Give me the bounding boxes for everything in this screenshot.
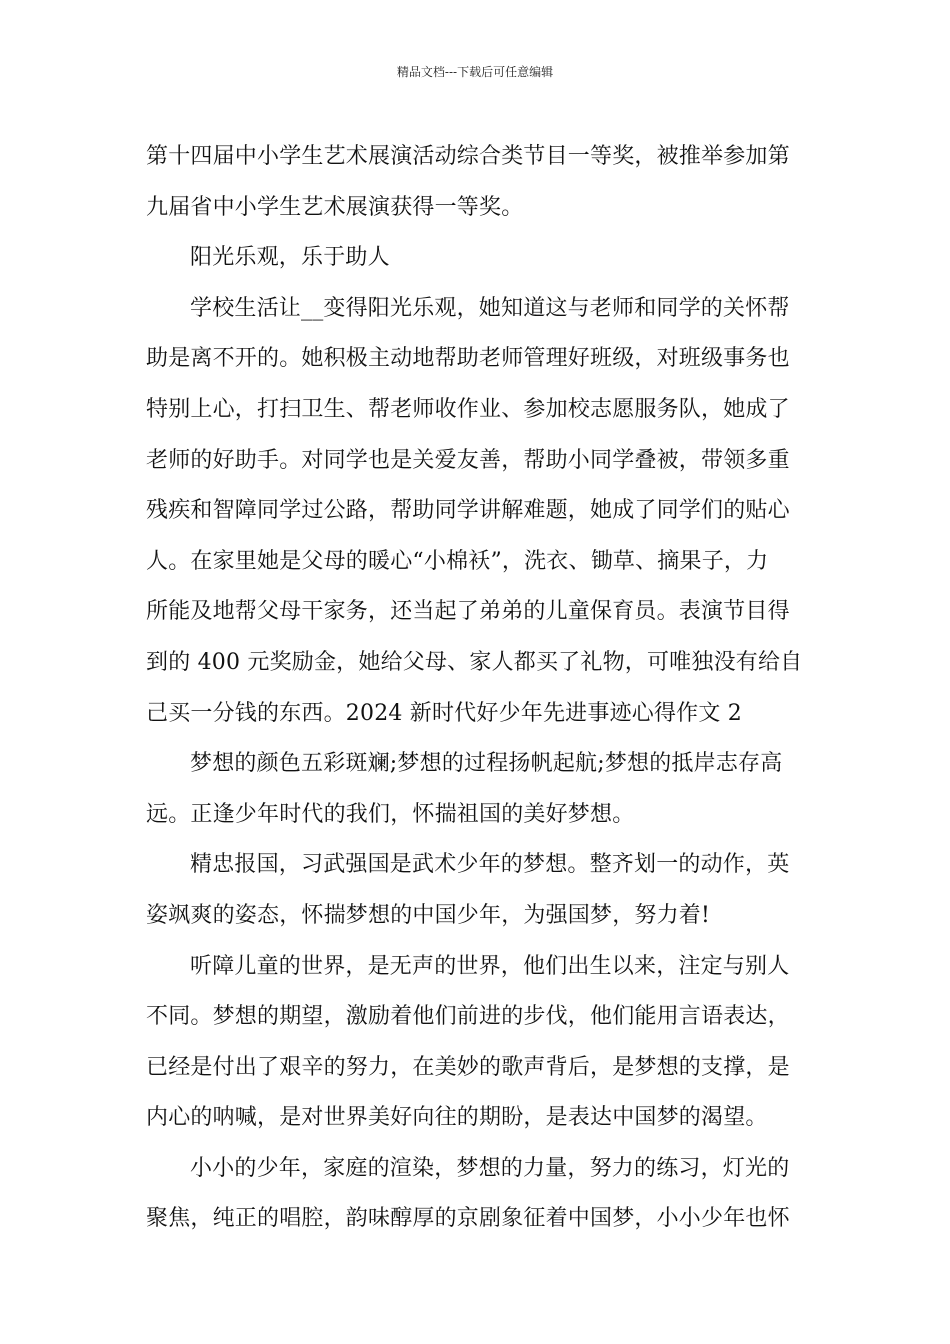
- text-line: 远。正逢少年时代的我们，怀揣祖国的美好梦想。: [146, 801, 635, 827]
- text-line: 老师的好助手。对同学也是关爱友善，帮助小同学叠被，带领多重: [146, 447, 790, 473]
- text-line: 学校生活让__变得阳光乐观，她知道这与老师和同学的关怀帮: [190, 295, 790, 321]
- text-line: 梦想的颜色五彩斑斓;梦想的过程扬帆起航;梦想的抵岸志存高: [190, 751, 783, 777]
- text-line: 九届省中小学生艺术展演获得一等奖。: [146, 194, 524, 220]
- page-header: 精品文档---下载后可任意编辑: [396, 65, 554, 79]
- text-line: 已经是付出了艰辛的努力，在美妙的歌声背后，是梦想的支撑，是: [146, 1054, 790, 1080]
- text-line: 特别上心，打扫卫生、帮老师收作业、参加校志愿服务队，她成了: [146, 396, 790, 422]
- text-line: 不同。梦想的期望，激励着他们前进的步伐，他们能用言语表达，: [146, 1004, 790, 1030]
- text-line: 内心的呐喊，是对世界美好向往的期盼，是表达中国梦的渴望。: [146, 1105, 768, 1131]
- text-line: 聚焦，纯正的唱腔，韵味醇厚的京剧象征着中国梦，小小少年也怀: [146, 1206, 790, 1232]
- text-line: 小小的少年，家庭的渲染，梦想的力量，努力的练习，灯光的: [190, 1155, 790, 1181]
- text-line: 己买一分钱的东西。2024 新时代好少年先进事迹心得作文 2: [146, 700, 742, 726]
- text-line: 所能及地帮父母干家务，还当起了弟弟的儿童保育员。表演节目得: [146, 599, 790, 625]
- text-line: 精忠报国，习武强国是武术少年的梦想。整齐划一的动作，英: [190, 852, 790, 878]
- text-line: 听障儿童的世界，是无声的世界，他们出生以来，注定与别人: [190, 953, 790, 979]
- section-heading: 阳光乐观，乐于助人: [190, 245, 390, 271]
- text-line: 到的 400 元奖励金，她给父母、家人都买了礼物，可唯独没有给自: [146, 649, 803, 675]
- text-line: 姿飒爽的姿态，怀揣梦想的中国少年，为强国梦，努力着!: [146, 902, 711, 928]
- document-body: [146, 132, 810, 1245]
- text-line: 残疾和智障同学过公路，帮助同学讲解难题，她成了同学们的贴心: [146, 498, 790, 524]
- text-line: 第十四届中小学生艺术展演活动综合类节目一等奖，被推举参加第: [146, 144, 790, 169]
- text-line: 人。在家里她是父母的暖心“小棉袄”，洗衣、锄草、摘果子，力: [146, 548, 769, 574]
- text-line: 助是离不开的。她积极主动地帮助老师管理好班级，对班级事务也: [146, 346, 790, 372]
